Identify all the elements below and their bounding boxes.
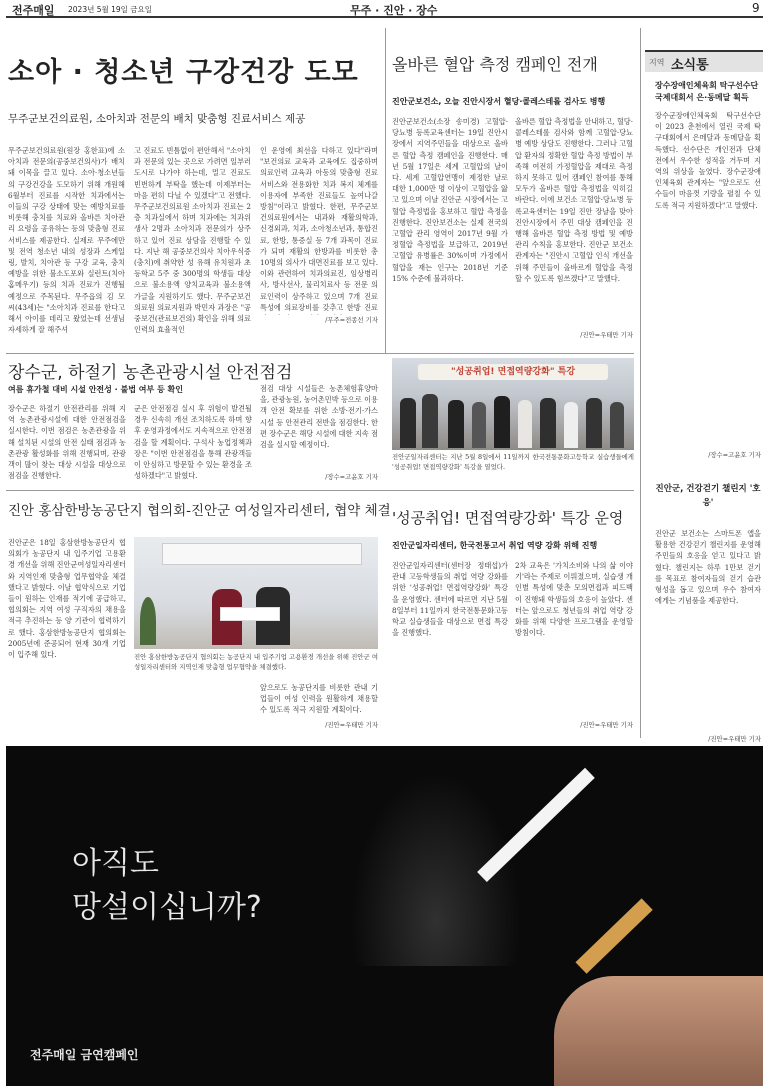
column-divider: [640, 28, 641, 738]
photo-banner: "성공취업! 면접역량강화" 특강: [418, 364, 608, 380]
agreement-document: [220, 607, 280, 621]
article4-caption: 진안 홍삼한방농공단지 협의회는 농공단지 내 입주기업 고용환경 개선을 위해 진안군 여성일자리센터와 지역인재 맞춤형 업무협약을 체결했다.: [134, 653, 378, 671]
article1-title: 소아 · 청소년 구강건강 도모: [8, 57, 359, 88]
person-figure: [472, 402, 486, 448]
article3-col2: 군은 안전점검 실시 후 위험이 발견될 경우 신속히 개선 조치하도록 하며 향후 운영과정에서도 지속적으로 안전점검을 할 계획이다. 구석사 농업정책과장은 "이번 안전점검을 통해 관광객들이 안심하고 방문할 수 있는 환경을 조성하겠다"고 밝혔다.: [134, 404, 252, 481]
person-figure: [494, 396, 510, 448]
sidebar-item2-body: 진안군 보건소는 스마트폰 앱을 활용한 건강걷기 챌린지를 운영해 주민들의 호응을 얻고 있다고 밝혔다. 챌린지는 하루 1만보 걷기를 목표로 참여자들의 걷기 습관 형성을 돕고 있으며 우수 참여자에게는 기념품을 제공한다.: [655, 529, 761, 606]
article1-col1: 무주군보건의료원(원장 홍한표)에 소아치과 전문의(공중보건의사)가 배치돼 이목을 끌고 있다. 소아·청소년들의 구강건강을 도모하기 위해 개원해 6월부터 진료를 시작한 치과에서는 이들의 구강 상태에 맞는 예방치료를 비롯해 충치를 치료와 올바른 치아관리 요령을 공유하는 등의 맞춤형 진료서비스를 제공한다. 실제로 무주에만 및 전역 청소년 내의 성장과 스케일링, 발치, 치아관 등 구강 교육, 충치 예방을 위한 불소도포와 실런트(치아 홈메우기) 등의 치과 진료가 진행될 예정으로 주목된다. 무주읍의 김 모 씨(43세)는 "소아치과 진료를 한다고 해서 아이를 데리고 왔었는데 선생님 자세하게 잘 해주셔: [8, 146, 125, 335]
article4-col1: 진안군은 18일 홍삼한방농공단지 협의회가 농공단지 내 입주기업 고용환경 개선을 위해 진안군여성일자리센터와 지역인재 맞춤형 업무협약을 체결했다고 밝혔다. 이날 협약식으로 기업들이 원하는 인재를 적기에 공급하고, 협의회는 지역 여성 구직자의 채용을 적극 추진하는 등 양 기관이 협력하기로 했다. 홍삼한방농공단지 협의회는 2005년에 준공되어 현재 30개 기업이 입주해 있다.: [8, 538, 126, 660]
article2-col1: 진안군보건소(소장 송미경) 고혈압·당뇨병 등록교육센터는 19일 진안시장에서 지역주민들을 대상으로 올바른 혈압 측정 캠페인을 진행한다. 매년 5월 17일은 세계 고혈압의 날이다. 세계 고혈압연맹이 제정한 날로 대한 1,000만 명 이상이 고혈압을 앓고 있으며 이날 진안군 시장에서는 고혈압 측정법을 홍보하고 혈압 측정을 진행한다. 진안보건소는 실제 전국의 고혈압 관리 영역이 2017년 9월 가정혈압 측정법을 보급하고, 2019년 고혈압 유병률은 30%이며 가정에서 혈압을 재는 인구는 2018년 기준 15% 수준에 불과하다.: [392, 117, 508, 283]
article5-col1: 진안군일자리센터(센터장 정태섭)가 관내 고등학생들의 취업 역량 강화를 위한 '성공취업! 면접역량강화' 특강을 운영했다. 센터에 따르면 지난 5월 8일부터 11일까지 한국전통문화고등학교 실습생들을 대상으로 면접 특강을 진행했다.: [392, 561, 508, 638]
ad-footer: 전주매일 금연캠페인: [30, 1048, 139, 1062]
page-number: 9: [752, 1, 760, 15]
article1-col2: 고 진료도 빈틈없이 편안해서 "소아치과 전문의 있는 곳으로 가려면 일부러 도시로 나가야 하는데, 멀고 진료도 빈번하게 부탁을 했는데 이제부터는 마음 편히 다닐 수 있겠다"고 전했다. 무주군보건의료원 소아치과 진료는 2층 치과실에서 하며 치과에는 치과위생사 2명과 소아치과 전문의가 상주하고 있어 진료 상담을 진행할 수 있다. 지난 해 공중보건의사 치아우식증(충치)에 취약한 성 유해 유치원과 초등학교 5주 중 300명의 학생들 대상으로 불소용액 양치교육과 불소용액 가글을 지원하기도 했다. 무주군보건의료원 의료지원과 박민자 과장은 "공중보건(관료보건의) 확인을 위해 의료 인력의 효율적인: [134, 146, 251, 335]
person-figure: [586, 398, 602, 448]
article3-title: 장수군, 하절기 농촌관광시설 안전점검: [8, 363, 293, 383]
agreement-photo: [134, 537, 378, 649]
no-smoking-ad: [6, 746, 763, 1086]
ad-line2: 망설이십니까?: [72, 890, 262, 925]
article1-byline: /무주=전종선 기자: [325, 316, 378, 324]
article2-col2: 올바른 혈압 측정법을 안내하고, 혈당·콜레스테롤 검사와 함께 고혈압·당뇨병 예방 상담도 진행한다. 그러나 고혈압 환자의 정확한 혈압 측정 방법이 부족해 여전히 가정혈압을 제대로 측정하지 못하고 있어 캠페인 참여를 통해 모두가 올바른 혈압 측정법을 익히길 바란다. 이에 보건소 고혈압·당뇨병 등록교육센터는 19일 진안 장날을 맞아 진안시장에서 주민 대상 캠페인을 진행해 올바른 혈압 측정 방법 및 예방 관리 수칙을 홍보한다. 진안군 보건소 관계자는 "진안시 고혈압 인식 개선을 위해 주민들이 올바르게 혈압을 측정할 수 있도록 힘쓰겠다"고 말했다.: [515, 117, 633, 283]
sidebar-item2-title: 진안군, 건강걷기 챌린지 '호응': [655, 484, 761, 508]
sidebar-title: 소식통: [671, 58, 709, 73]
article2-title: 올바른 혈압 측정 캠페인 전개: [392, 55, 598, 74]
paper-name: 전주매일: [12, 4, 55, 17]
photo-banner: [162, 543, 362, 565]
article3-col1: 장수군은 하절기 안전관리를 위해 지역 농촌관광시설에 대한 안전점검을 실시한다. 이번 점검은 농촌관광을 위해 설치된 시설의 안전 실태 점검과 농촌관광 활성화를 위해 진행되며, 관광객이 많이 찾는 대상 시설을 대상으로 점검을 진행한다.: [8, 404, 126, 481]
cigarette-filter: [575, 898, 652, 973]
photo1-caption: 진안군일자리센터는 지난 5월 8일에서 11일까지 한국전통문화고등학교 실습생들에게 '성공취업! 면접역량강화' 특강을 열었다.: [392, 453, 634, 471]
person-figure: [540, 398, 556, 448]
person-figure: [422, 394, 438, 448]
person-figure: [400, 398, 416, 448]
lecture-photo: [392, 358, 634, 450]
article4-col3: 앞으로도 농공단지를 비롯한 관내 기업들이 여성 인력을 원활하게 채용할 수 있도록 적극 지원할 계획이다.: [260, 683, 378, 715]
article2-byline: /진안=우태만 기자: [580, 331, 633, 339]
ad-line1: 아직도: [72, 846, 159, 881]
article5-subtitle: 진안군일자리센터, 한국전통고서 취업 역량 강화 위해 진행: [392, 541, 598, 550]
person-figure: [564, 402, 578, 448]
horizontal-divider: [6, 490, 634, 491]
issue-date: 2023년 5월 19일 금요일: [68, 5, 153, 14]
person-figure: [448, 400, 464, 448]
article3-subtitle: 여름 휴가철 대비 시설 안전성 · 불법 여부 등 확인: [8, 385, 183, 394]
sidebar-item1-byline: /장수=고윤호 기자: [708, 451, 761, 459]
sidebar-label: 지역: [649, 58, 665, 67]
sidebar-item1-body: 장수군장애인체육회 탁구선수단이 2023 춘천에서 열린 국제 탁구대회에서 은메달과 동메달을 획득했다. 선수단은 개인전과 단체전에서 우수한 성적을 거두며 지역의 위상을 높였다. 장수군장애인체육회 관계자는 "앞으로도 선수들이 마음껏 기량을 펼칠 수 있도록 적극 지원하겠다"고 말했다.: [655, 111, 761, 210]
article2-subtitle: 진안군보건소, 오늘 진안시장서 혈당·콜레스테롤 검사도 병행: [392, 97, 606, 106]
article5-title: '성공취업! 면접역량강화' 특강 운영: [392, 509, 624, 527]
article4-title: 진안 홍삼한방농공단지 협의회-진안군 여성일자리센터, 협약 체결: [8, 503, 391, 519]
article4-byline: /진안=우태만 기자: [325, 721, 378, 729]
article1-col3: 인 운영에 최선을 다하고 있다"라며 "보건의료 교육과 교육에도 집중하며 의료인력 교육과 아동의 맞춤형 진료 서비스와 전용화한 치과 복지 체계를 이용자에 부족한 진료들도 높여나갈 방침"이라고 밝혔다. 한편, 무주군보건의료원에서는 내과와 재활의학과, 신경외과, 치과, 소아청소년과, 통합진료, 한방, 통증실 등 7개 과목이 진료가 되며 재활의 한방과를 비롯한 총 10명의 의사가 대면진료를 보고 있다. 이와 관련하여 치과의료진, 임상병리사, 방사선사, 물리치료사 등 전문 의료인력이 상주하고 있으며 7개 진료 특성에 의료장비를 갖추고 한방 진료: [260, 146, 378, 312]
article5-byline: /진안=우태만 기자: [580, 721, 633, 729]
person-figure: [610, 402, 624, 448]
section-name: 무주 · 진안 · 장수: [350, 4, 438, 17]
article3-byline: /장수=고윤호 기자: [325, 473, 378, 481]
person-figure: [518, 400, 532, 448]
page-header: [6, 0, 763, 18]
article5-col2: 2차 교육은 '가치소비와 나의 삶 이야기'라는 주제로 이뤄졌으며, 실습생 개인별 특성에 맞춘 모의면접과 피드백이 진행돼 학생들의 호응이 높았다. 센터는 앞으로도 청년들의 취업 역량 강화를 위해 다양한 프로그램을 운영할 방침이다.: [515, 561, 633, 638]
column-divider: [385, 28, 386, 353]
sidebar-header: [645, 50, 763, 72]
plant: [140, 597, 156, 645]
sidebar-item1-title: 장수장애인체육회 탁구선수단 국제대회서 은·동메달 획득: [655, 81, 759, 102]
horizontal-divider: [6, 353, 634, 354]
article1-subtitle: 무주군보건의료원, 소아치과 전문의 배치 맞춤형 진료서비스 제공: [8, 113, 306, 125]
article3-col3: 점검 대상 시설들은 농촌체험휴양마을, 관광농원, 농어촌민박 등으로 이용객 안전 확보를 위한 소방·전기·가스 시설 등 안전관리 전반을 점검한다. 한편 장수군은 해당 시설에 대한 지속 점검을 실시할 예정이다.: [260, 384, 378, 450]
sidebar-item2-byline: /진안=우태만 기자: [708, 735, 761, 743]
hand: [554, 976, 763, 1086]
